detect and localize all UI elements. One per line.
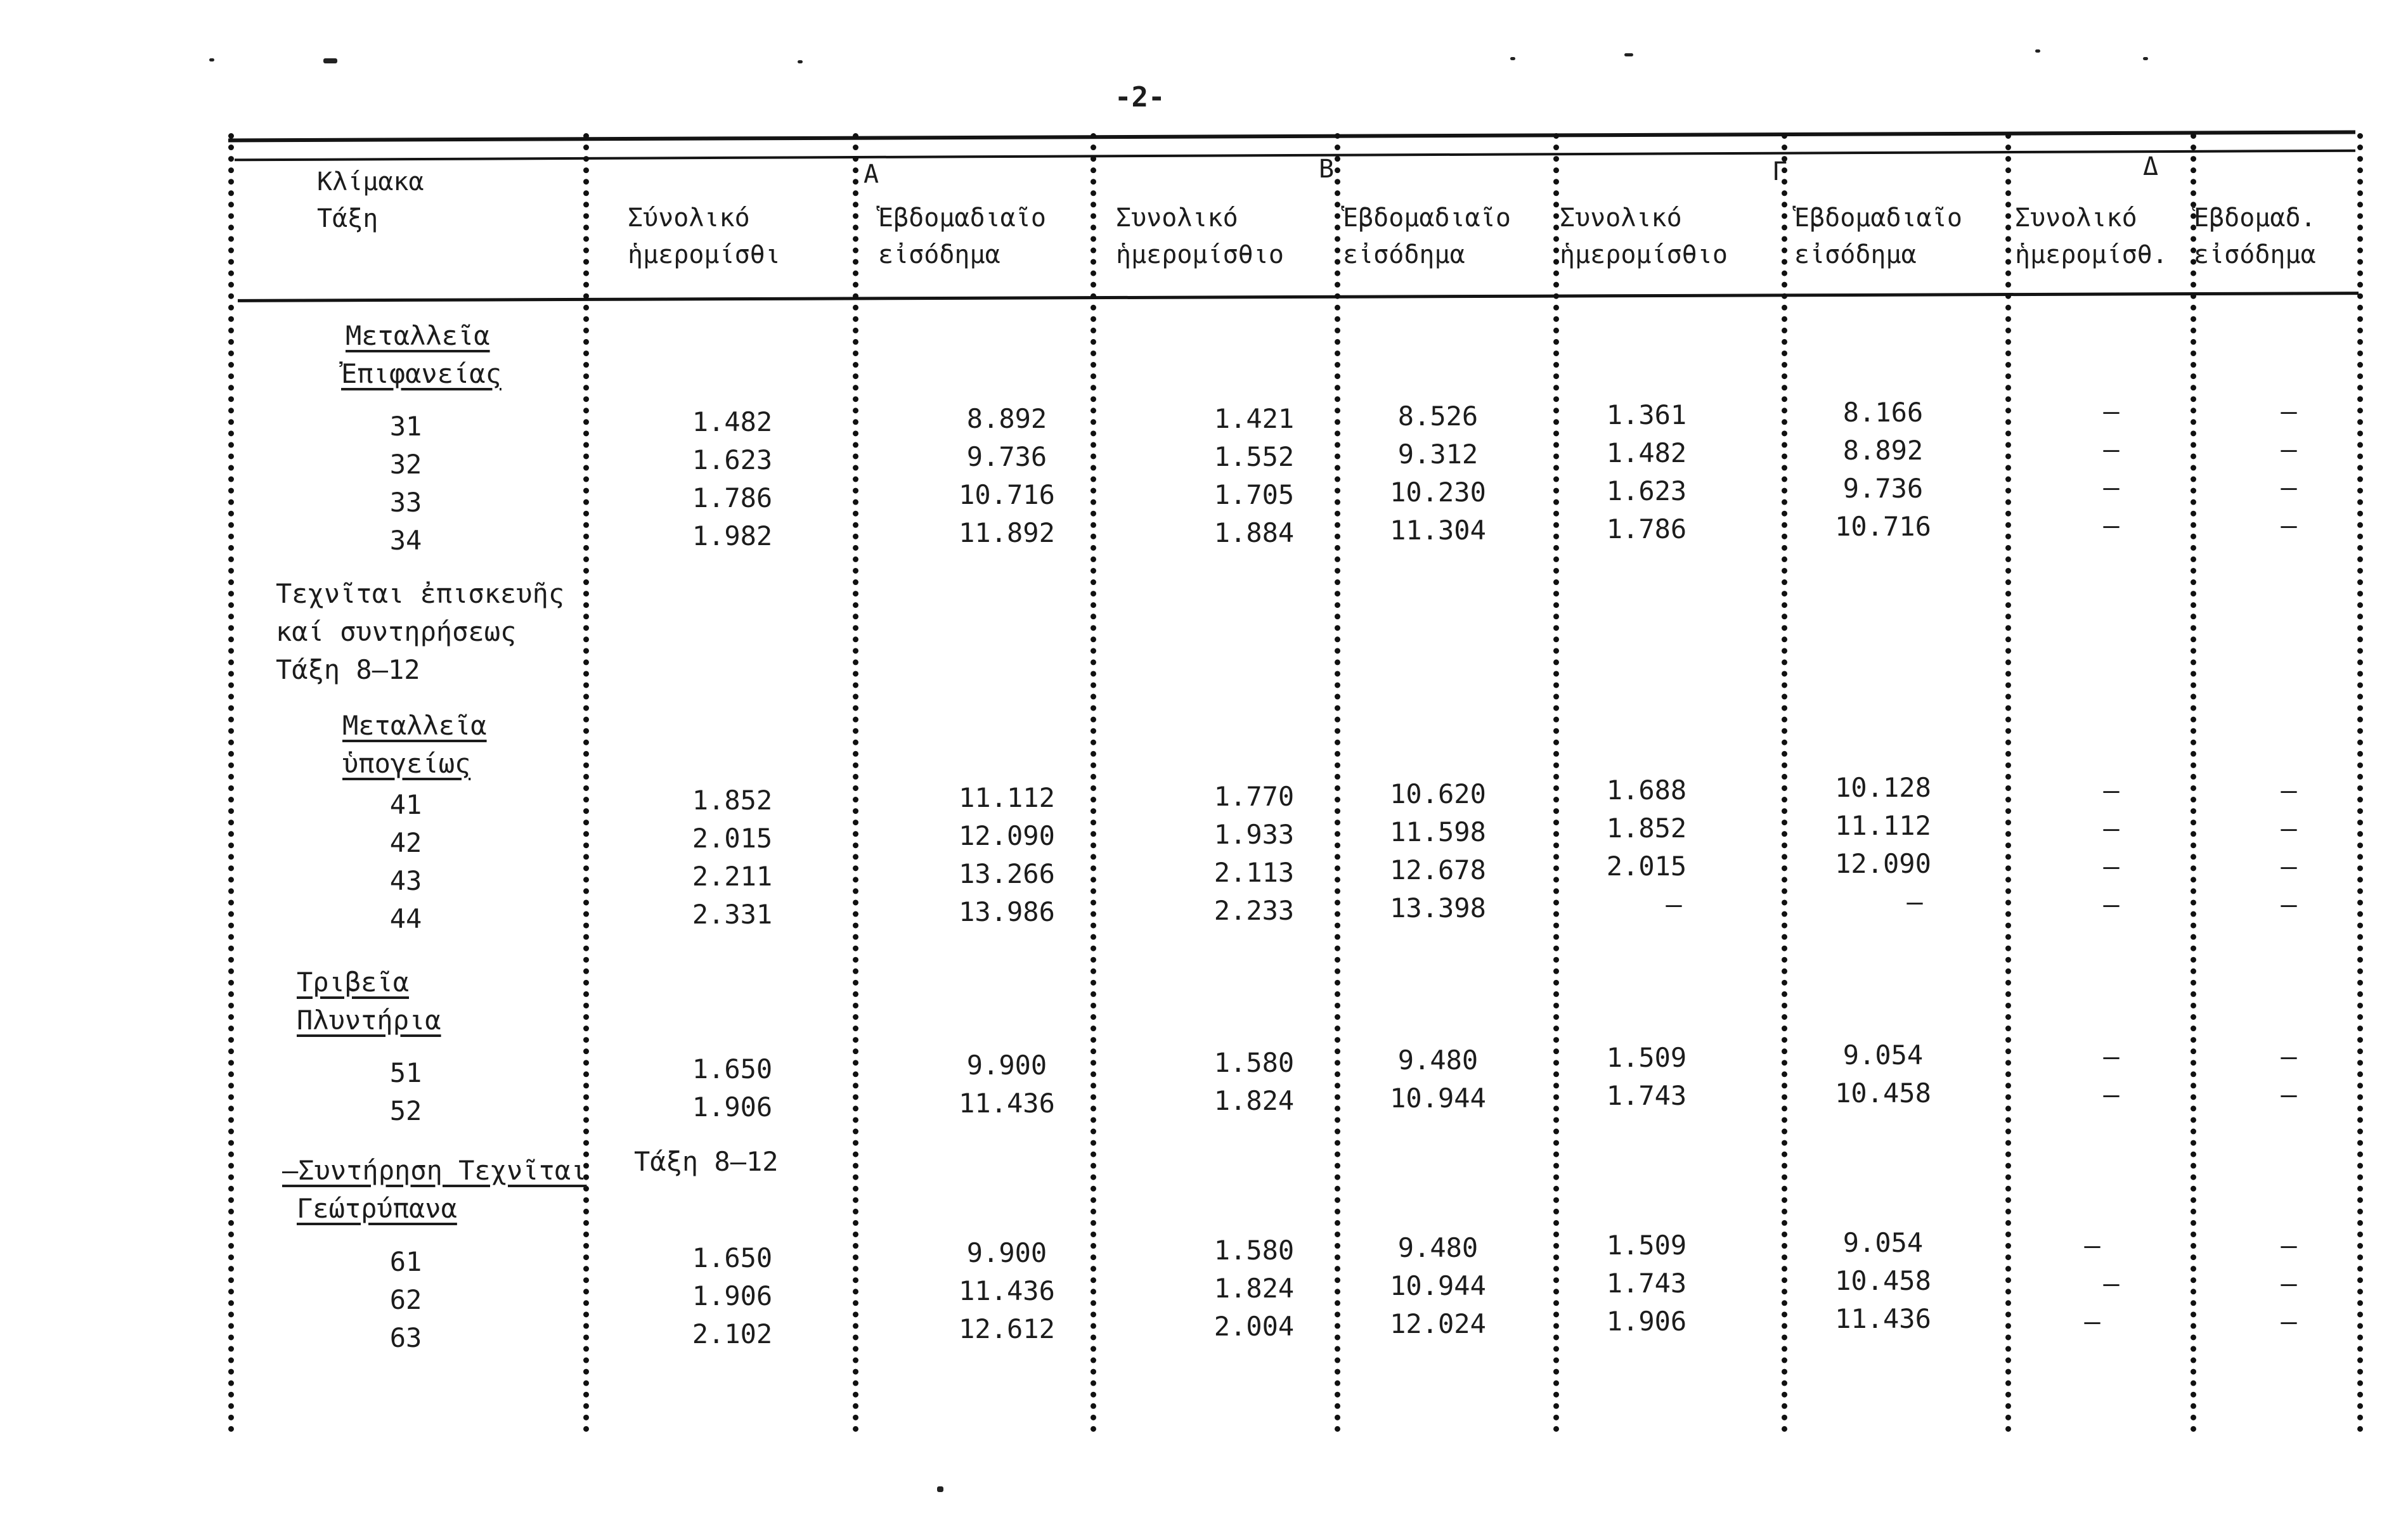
grade-cell: 44 (389, 903, 422, 934)
column-separator (1335, 133, 1340, 1432)
col-d-total-daily (2015, 200, 2168, 273)
value-cell: — (2103, 1079, 2120, 1110)
value-cell: 1.933 (1214, 819, 1295, 850)
value-cell: 13.986 (959, 896, 1055, 927)
value-cell: 8.892 (1842, 435, 1924, 466)
value-cell: — (2281, 1268, 2297, 1299)
value-cell: 1.906 (692, 1091, 773, 1123)
column-separator (2191, 133, 2196, 1432)
note-line: Τάξη 8–12 (276, 654, 420, 685)
value-cell: — (2103, 813, 2120, 844)
header-line: εἰσόδημα (878, 240, 1000, 269)
value-cell: 10.716 (1835, 511, 1931, 542)
value-cell: — (2281, 851, 2297, 882)
value-cell: 1.906 (1606, 1306, 1687, 1337)
value-cell: — (2103, 775, 2120, 806)
value-cell: 10.716 (959, 479, 1055, 510)
value-cell: 2.233 (1214, 895, 1295, 926)
value-cell: — (2103, 1041, 2120, 1072)
value-cell: — (2084, 1306, 2101, 1337)
page-number: -2- (1115, 81, 1165, 113)
group-g-label: Γ (1772, 157, 1788, 186)
col-d-weekly-income (2194, 200, 2316, 273)
header-divider-rule (235, 150, 2355, 162)
scan-speck (209, 58, 214, 61)
value-cell: 10.944 (1390, 1083, 1486, 1114)
value-cell: 1.552 (1214, 441, 1295, 472)
value-cell: 1.421 (1214, 403, 1295, 434)
value-cell: — (2103, 851, 2120, 882)
value-cell: 9.900 (966, 1237, 1047, 1268)
grade-cell: 32 (389, 449, 422, 480)
value-cell: 8.892 (966, 403, 1047, 434)
value-cell: — (2103, 396, 2120, 427)
header-line: εἰσόδημα (1794, 240, 1917, 269)
value-cell: — (2103, 889, 2120, 920)
value-cell: 1.580 (1214, 1235, 1295, 1266)
header-line: ἡμερομίσθιο (1116, 240, 1284, 269)
table-top-rule (228, 131, 2355, 143)
value-cell: 12.090 (959, 820, 1055, 851)
header-line: Σύνολικό (628, 203, 750, 233)
value-cell: 9.900 (966, 1050, 1047, 1081)
col-a-weekly-income (878, 200, 1046, 273)
value-cell: 9.480 (1397, 1045, 1479, 1076)
value-cell: — (2281, 1230, 2297, 1261)
value-cell: 1.770 (1214, 781, 1295, 812)
scan-speck (1510, 57, 1515, 60)
group-b-label: B (1319, 155, 1335, 184)
value-cell: 12.678 (1390, 854, 1486, 885)
column-separator (2005, 133, 2011, 1432)
group-a-label: A (864, 160, 879, 189)
value-cell: — (2103, 434, 2120, 465)
value-cell: 10.230 (1390, 477, 1486, 508)
value-cell: 1.705 (1214, 479, 1295, 510)
value-cell: — (2281, 1079, 2297, 1110)
note-line: καί συντηρήσεως (276, 616, 517, 647)
header-line: Συνολικό (1560, 203, 1682, 233)
header-line: ἡμερομίσθιο (1560, 240, 1728, 269)
header-bottom-rule (238, 292, 2359, 302)
header-line: εἰσόδημα (2194, 240, 2316, 269)
value-cell: 10.458 (1835, 1265, 1931, 1296)
value-cell: 13.266 (959, 858, 1055, 889)
grade-cell: 33 (389, 487, 422, 518)
section-title: Μεταλλεῖα (342, 710, 487, 741)
value-cell: — (2281, 1041, 2297, 1072)
grade-label: Τάξη (317, 204, 379, 233)
value-cell: 12.090 (1835, 848, 1931, 879)
value-cell: — (2084, 1230, 2101, 1261)
col-a-total-daily (628, 200, 780, 273)
value-cell: 1.509 (1606, 1042, 1687, 1073)
value-cell: 8.166 (1842, 397, 1924, 428)
value-cell: 10.128 (1835, 772, 1931, 803)
grade-cell: 63 (389, 1322, 422, 1353)
column-separator (583, 133, 589, 1432)
header-line: Συνολικό (2015, 203, 2137, 233)
value-cell: 2.113 (1214, 857, 1295, 888)
grade-cell: 41 (389, 789, 422, 820)
value-cell: 1.824 (1214, 1273, 1295, 1304)
note-line: Τεχνῖται ἐπισκευῆς (276, 578, 565, 609)
value-cell: 1.650 (692, 1242, 773, 1273)
value-cell: 2.015 (692, 823, 773, 854)
value-cell: 10.944 (1390, 1270, 1486, 1301)
column-separator (1553, 133, 1559, 1432)
value-cell: 10.620 (1390, 778, 1486, 809)
value-cell: 1.884 (1214, 517, 1295, 548)
header-line: Ἑβδομαδιαῖο (1794, 203, 1962, 233)
value-cell: 1.623 (692, 444, 773, 475)
value-cell: — (2281, 1306, 2297, 1337)
scale-label: Κλίμακα (317, 167, 424, 196)
value-cell: — (2281, 472, 2297, 503)
group-d-label: Δ (2143, 152, 2159, 181)
value-cell: 1.482 (1606, 437, 1687, 468)
scan-speck (1624, 53, 1633, 56)
value-cell: 9.480 (1397, 1232, 1479, 1263)
value-cell: 9.054 (1842, 1040, 1924, 1071)
value-cell: 11.304 (1390, 515, 1486, 546)
value-cell: — (1666, 889, 1682, 920)
grade-cell: 34 (389, 525, 422, 556)
value-cell: 1.786 (1606, 513, 1687, 544)
value-cell: 9.054 (1842, 1227, 1924, 1258)
value-cell: 9.736 (966, 441, 1047, 472)
value-cell: 2.331 (692, 899, 773, 930)
section-title: Γεώτρύπανα (297, 1193, 457, 1224)
value-cell: 1.906 (692, 1280, 773, 1311)
value-cell: 11.112 (1835, 810, 1931, 841)
header-line: ἡμερομίσθ. (2015, 240, 2168, 269)
value-cell: 12.612 (959, 1313, 1055, 1344)
grade-cell: 43 (389, 865, 422, 896)
value-cell: 2.102 (692, 1318, 773, 1349)
value-cell: 11.892 (959, 517, 1055, 548)
value-cell: 10.458 (1835, 1078, 1931, 1109)
value-cell: — (2281, 434, 2297, 465)
section-title: Μεταλλεῖα (346, 320, 490, 351)
value-cell: 1.650 (692, 1053, 773, 1085)
col-b-total-daily (1116, 200, 1284, 273)
value-cell: 11.436 (959, 1275, 1055, 1306)
section-title: Ἐπιφανείας (341, 358, 502, 389)
value-cell: 9.312 (1397, 439, 1479, 470)
section-title: –Συντήρηση Τεχνῖται (282, 1155, 587, 1186)
value-cell: 1.580 (1214, 1047, 1295, 1078)
section-title: ὑπογείως (342, 748, 471, 779)
grade-range-note: Τάξη 8–12 (634, 1146, 779, 1177)
header-line: εἰσόδημα (1343, 240, 1465, 269)
value-cell: — (2281, 775, 2297, 806)
value-cell: 11.598 (1390, 816, 1486, 847)
value-cell: 1.786 (692, 482, 773, 513)
value-cell: — (2103, 510, 2120, 541)
column-separator (1091, 133, 1096, 1432)
column-separator (853, 133, 858, 1432)
scan-speck (937, 1486, 943, 1492)
header-line: Συνολικό (1116, 203, 1238, 233)
value-cell: 11.436 (959, 1088, 1055, 1119)
grade-cell: 62 (389, 1284, 422, 1315)
grade-cell: 52 (389, 1095, 422, 1126)
column-separator (228, 133, 234, 1432)
value-cell: — (1906, 886, 1923, 917)
column-separator (1782, 133, 1787, 1432)
value-cell: — (2281, 813, 2297, 844)
value-cell: 1.623 (1606, 475, 1687, 506)
section-title: Τριβεῖα (297, 967, 410, 998)
value-cell: 1.982 (692, 520, 773, 551)
value-cell: 2.004 (1214, 1311, 1295, 1342)
value-cell: 1.482 (692, 406, 773, 437)
value-cell: 11.436 (1835, 1303, 1931, 1334)
value-cell: 11.112 (959, 782, 1055, 813)
value-cell: 1.743 (1606, 1080, 1687, 1111)
scan-speck (2143, 57, 2148, 60)
grade-cell: 31 (389, 411, 422, 442)
value-cell: — (2103, 1268, 2120, 1299)
header-line: Ἑβδομαδ. (2194, 203, 2316, 233)
value-cell: — (2281, 396, 2297, 427)
grade-cell: 61 (389, 1246, 422, 1277)
value-cell: 12.024 (1390, 1308, 1486, 1339)
scan-speck (323, 58, 337, 63)
grade-cell: 51 (389, 1057, 422, 1088)
section-title: Πλυντήρια (297, 1005, 441, 1036)
col-g-weekly-income (1794, 200, 1962, 273)
value-cell: — (2281, 510, 2297, 541)
value-cell: 1.688 (1606, 775, 1687, 806)
col-b-weekly-income (1343, 200, 1511, 273)
value-cell: — (2281, 889, 2297, 920)
scan-speck (798, 60, 803, 63)
value-cell: 1.361 (1606, 399, 1687, 430)
value-cell: 1.852 (1606, 813, 1687, 844)
value-cell: 8.526 (1397, 401, 1479, 432)
value-cell: 13.398 (1390, 892, 1486, 924)
grade-cell: 42 (389, 827, 422, 858)
col-g-total-daily (1560, 200, 1728, 273)
value-cell: 1.743 (1606, 1268, 1687, 1299)
value-cell: — (2103, 472, 2120, 503)
value-cell: 2.211 (692, 861, 773, 892)
header-line: Ἑβδομαδιαῖο (878, 203, 1046, 233)
value-cell: 1.509 (1606, 1230, 1687, 1261)
header-line: Ἑβδομαδιαῖο (1343, 203, 1511, 233)
header-line: ἡμερομίσθι (628, 240, 780, 269)
value-cell: 1.852 (692, 785, 773, 816)
scan-speck (2035, 49, 2040, 53)
value-cell: 2.015 (1606, 851, 1687, 882)
value-cell: 9.736 (1842, 473, 1924, 504)
value-cell: 1.824 (1214, 1085, 1295, 1116)
